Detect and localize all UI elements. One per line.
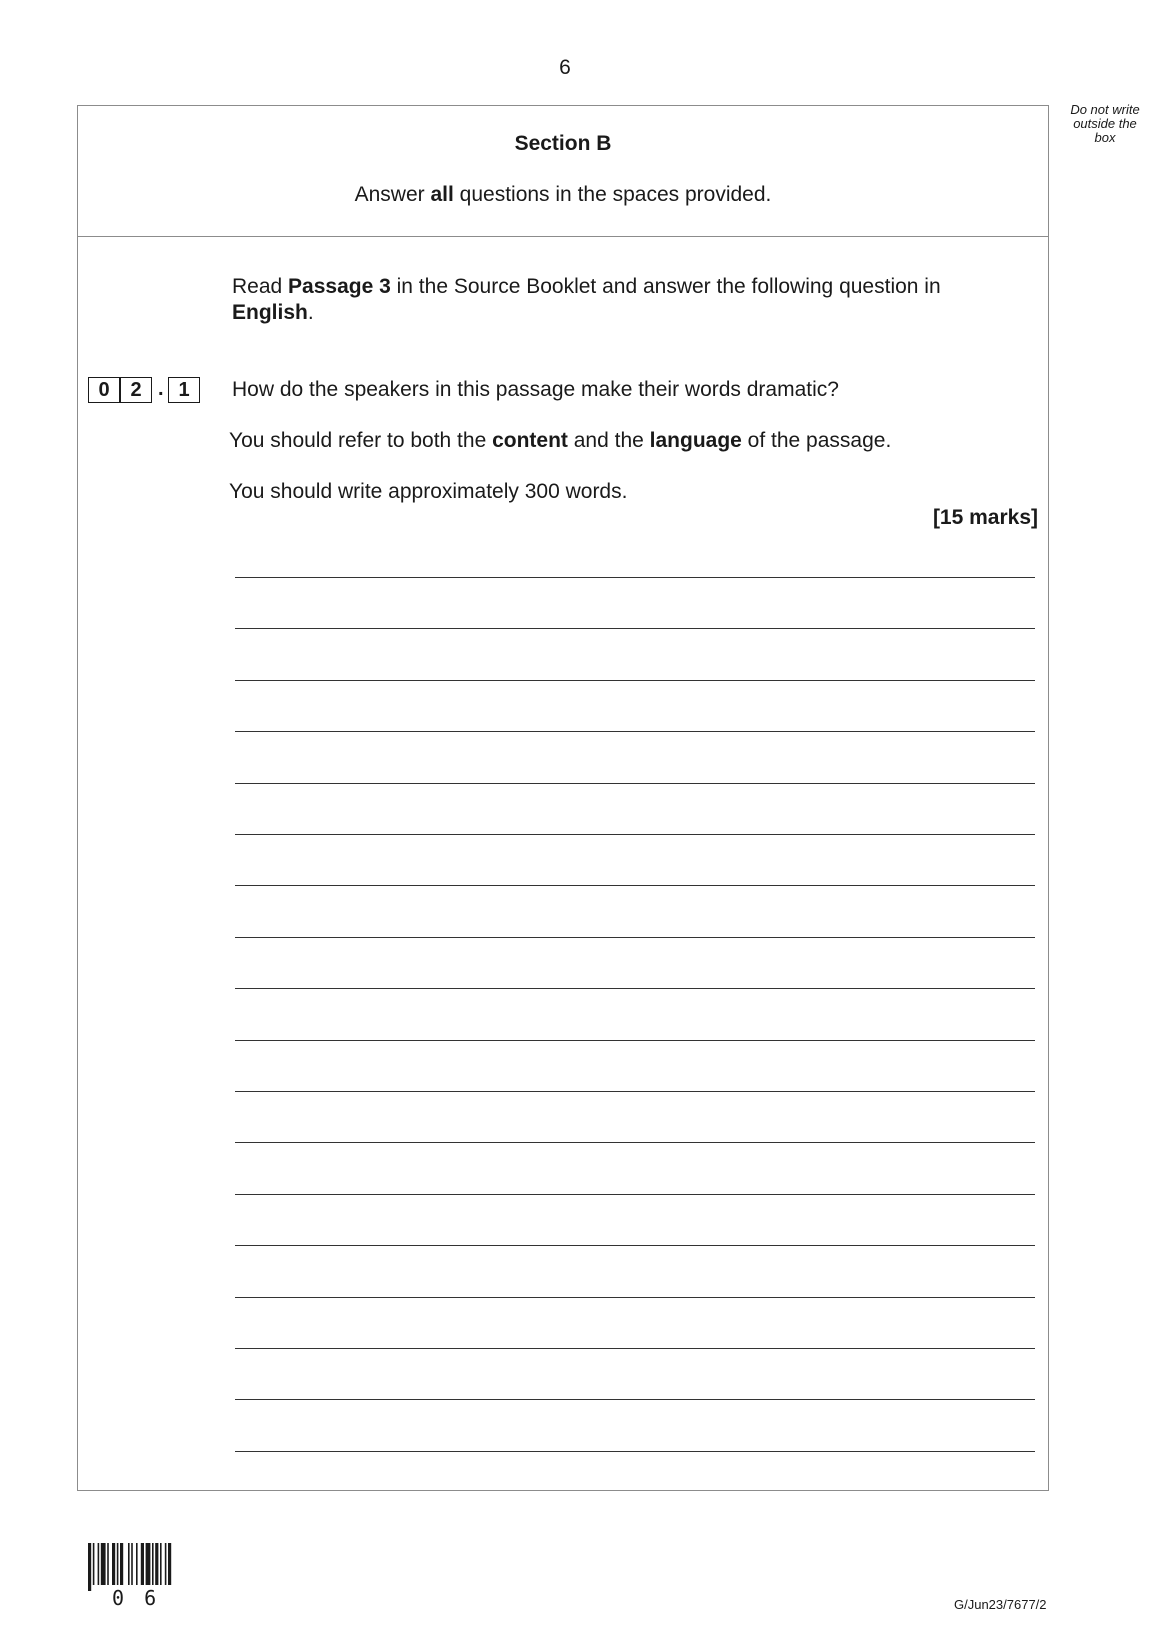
answer-line[interactable]	[235, 577, 1035, 578]
guidance-text: You should refer to both the	[229, 429, 493, 452]
answer-line[interactable]	[235, 680, 1035, 681]
question-number-digit: 1	[168, 377, 200, 403]
margin-note-line: Do not write	[1070, 102, 1140, 117]
margin-note-line: box	[1094, 130, 1116, 145]
barcode-bar	[155, 1543, 158, 1585]
answer-line[interactable]	[235, 1399, 1035, 1400]
barcode-bar	[131, 1543, 133, 1585]
answer-line[interactable]	[235, 885, 1035, 886]
word-count-guidance: You should write approximately 300 words.	[229, 480, 628, 503]
guidance-emphasis: language	[649, 429, 742, 452]
barcode-bar	[88, 1543, 91, 1591]
read-text: Read	[232, 275, 289, 298]
instruction-text: questions in the spaces provided.	[453, 183, 772, 206]
answer-line[interactable]	[235, 1348, 1035, 1349]
barcode-bar	[165, 1543, 167, 1585]
question-number-digit: 0	[88, 377, 120, 403]
marks-label: [15 marks]	[932, 506, 1038, 529]
answer-line[interactable]	[235, 1142, 1035, 1143]
instruction-emphasis: all	[430, 183, 454, 206]
guidance-text: of the passage.	[741, 429, 892, 452]
answer-line[interactable]	[235, 731, 1035, 732]
barcode-bar	[160, 1543, 162, 1585]
passage-name: Passage 3	[288, 275, 391, 298]
margin-note-line: outside the	[1073, 116, 1137, 131]
read-text: .	[307, 301, 314, 324]
question-number-separator: .	[158, 378, 164, 400]
barcode-bar	[112, 1543, 115, 1585]
read-instruction	[232, 274, 1012, 326]
section-instruction	[78, 183, 1048, 207]
answer-line[interactable]	[235, 937, 1035, 938]
barcode-bar	[141, 1543, 144, 1585]
section-header	[78, 106, 1048, 237]
barcode-bar	[101, 1543, 106, 1585]
answer-line[interactable]	[235, 628, 1035, 629]
guidance-text: and the	[567, 429, 650, 452]
guidance-emphasis: content	[492, 429, 568, 452]
margin-note	[1060, 103, 1150, 145]
question-guidance	[229, 429, 891, 453]
section-title: Section B	[514, 132, 612, 155]
answer-box	[77, 105, 1049, 1491]
instruction-text: Answer	[354, 183, 431, 206]
answer-line[interactable]	[235, 834, 1035, 835]
barcode-bar	[146, 1543, 151, 1585]
answer-line[interactable]	[235, 1451, 1035, 1452]
answer-line[interactable]	[235, 783, 1035, 784]
read-text: in the Source Booklet and answer the following question in	[390, 275, 941, 298]
answer-line[interactable]	[235, 1040, 1035, 1041]
answer-line[interactable]	[235, 1194, 1035, 1195]
barcode-bar	[93, 1543, 95, 1585]
answer-line[interactable]	[235, 1245, 1035, 1246]
paper-code: G/Jun23/7677/2	[954, 1597, 1047, 1612]
barcode-digits: 0 6	[112, 1586, 161, 1610]
barcode-bar	[98, 1543, 100, 1585]
barcode-bar	[136, 1543, 138, 1585]
answer-line[interactable]	[235, 988, 1035, 989]
barcode-bar	[152, 1543, 154, 1585]
barcode-bar	[120, 1543, 123, 1585]
barcode-bar	[107, 1543, 109, 1585]
question-text: How do the speakers in this passage make their words dramatic?	[232, 378, 839, 401]
barcode	[88, 1543, 194, 1591]
answer-line[interactable]	[235, 1091, 1035, 1092]
page-number: 6	[559, 56, 571, 79]
barcode-bar	[168, 1543, 171, 1585]
barcode-bar	[117, 1543, 119, 1585]
answer-language: English	[232, 301, 308, 324]
answer-line[interactable]	[235, 1297, 1035, 1298]
question-number-digit: 2	[120, 377, 152, 403]
barcode-bar	[128, 1543, 130, 1585]
